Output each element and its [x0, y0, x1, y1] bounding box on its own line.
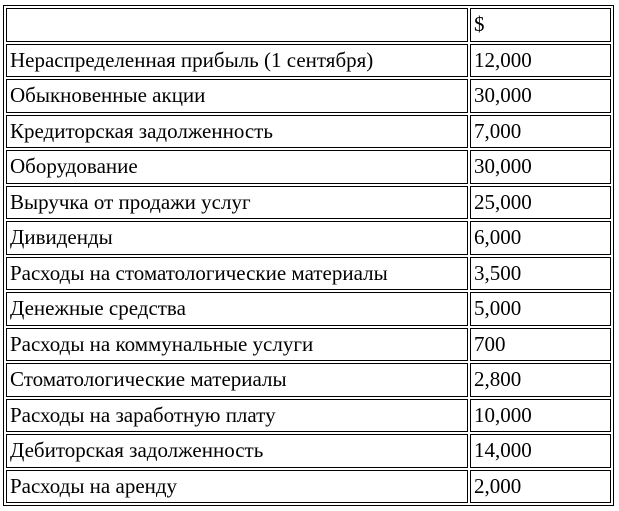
account-name-cell: Расходы на стоматологические материалы [6, 257, 468, 291]
account-name-cell: Расходы на коммунальные услуги [6, 328, 468, 362]
amount-cell: 700 [470, 328, 611, 362]
amount-cell: 25,000 [470, 186, 611, 220]
account-name-cell: Обыкновенные акции [6, 79, 468, 113]
amount-cell: 14,000 [470, 434, 611, 468]
amount-cell: 2,000 [470, 470, 611, 504]
account-name-cell: Денежные средства [6, 292, 468, 326]
header-currency-cell: $ [470, 8, 611, 42]
account-name-cell: Дебиторская задолженность [6, 434, 468, 468]
amount-cell: 12,000 [470, 44, 611, 78]
account-name-cell: Оборудование [6, 150, 468, 184]
table-row [6, 44, 611, 78]
account-name-cell: Нераспределенная прибыль (1 сентября) [6, 44, 468, 78]
amount-cell: 5,000 [470, 292, 611, 326]
table-row [6, 257, 611, 291]
table-row [6, 186, 611, 220]
accounts-table [3, 5, 614, 506]
amount-cell: 10,000 [470, 399, 611, 433]
amount-cell: 3,500 [470, 257, 611, 291]
table-row [6, 328, 611, 362]
account-name-cell: Выручка от продажи услуг [6, 186, 468, 220]
amount-cell: 30,000 [470, 79, 611, 113]
table-row [6, 363, 611, 397]
account-name-cell: Расходы на аренду [6, 470, 468, 504]
amount-cell: 2,800 [470, 363, 611, 397]
account-name-cell: Дивиденды [6, 221, 468, 255]
account-name-cell: Стоматологические материалы [6, 363, 468, 397]
amount-cell: 6,000 [470, 221, 611, 255]
header-label-cell [6, 8, 468, 42]
table-row [6, 221, 611, 255]
account-name-cell: Кредиторская задолженность [6, 115, 468, 149]
amount-cell: 7,000 [470, 115, 611, 149]
table-row [6, 470, 611, 504]
table-row [6, 399, 611, 433]
table-row [6, 79, 611, 113]
account-name-cell: Расходы на заработную плату [6, 399, 468, 433]
table-row [6, 292, 611, 326]
table-row [6, 150, 611, 184]
table-header-row [6, 8, 611, 42]
table-row [6, 115, 611, 149]
table-row [6, 434, 611, 468]
amount-cell: 30,000 [470, 150, 611, 184]
